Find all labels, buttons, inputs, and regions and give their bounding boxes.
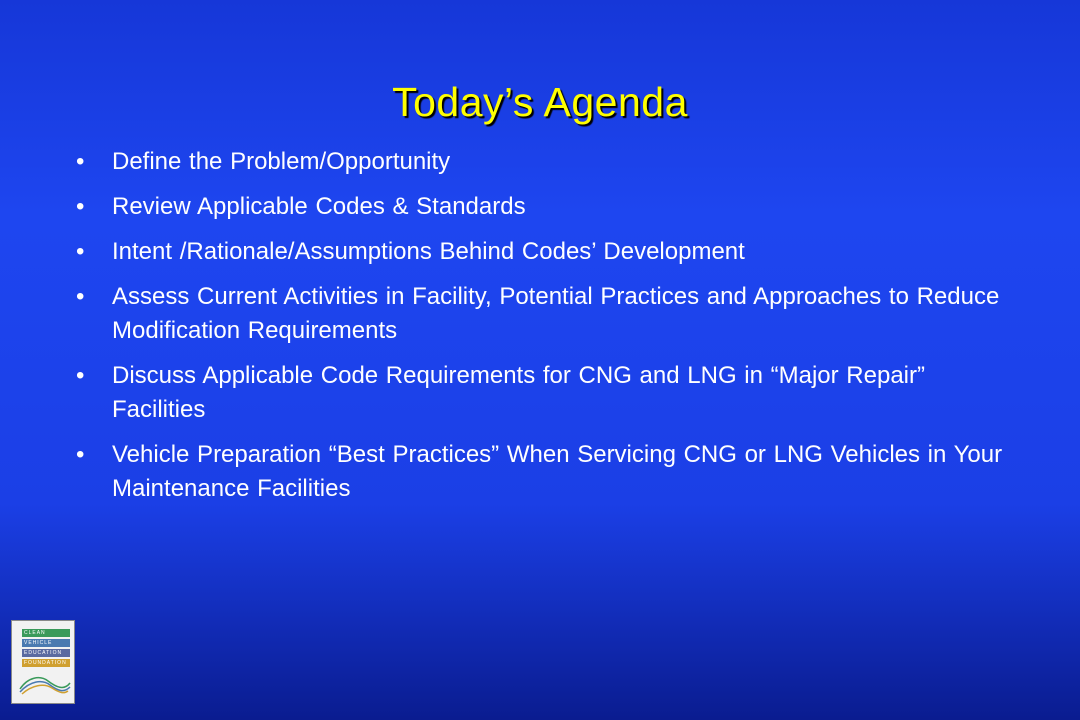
bullet-icon: • bbox=[76, 362, 85, 389]
bullet-icon: • bbox=[76, 283, 85, 310]
logo-band: FOUNDATION bbox=[22, 659, 70, 667]
bullet-icon: • bbox=[76, 441, 85, 468]
logo-swoosh-icon bbox=[18, 673, 72, 695]
agenda-item bbox=[76, 438, 1016, 506]
bullet-icon: • bbox=[76, 193, 85, 220]
bullet-icon: • bbox=[76, 238, 85, 265]
agenda-item-text: Intent /Rationale/Assumptions Behind Codes’ Development bbox=[112, 238, 745, 265]
logo-band: VEHICLE bbox=[22, 639, 70, 647]
agenda-item bbox=[76, 235, 1016, 269]
agenda-list bbox=[76, 145, 1016, 517]
logo-band: CLEAN bbox=[22, 629, 70, 637]
bullet-icon: • bbox=[76, 148, 85, 175]
clean-vehicle-education-foundation-logo-icon bbox=[11, 620, 75, 704]
logo-band: EDUCATION bbox=[22, 649, 70, 657]
agenda-item-text: Review Applicable Codes & Standards bbox=[112, 193, 526, 220]
agenda-item-text: Define the Problem/Opportunity bbox=[112, 148, 451, 175]
agenda-item bbox=[76, 145, 1016, 179]
slide-title: Today’s Agenda bbox=[392, 79, 688, 126]
agenda-item-text: Vehicle Preparation “Best Practices” When Servicing CNG or LNG Vehicles in Your Maintenance Facilities bbox=[112, 441, 1003, 502]
agenda-item bbox=[76, 190, 1016, 224]
agenda-item bbox=[76, 280, 1016, 348]
agenda-item-text: Assess Current Activities in Facility, Potential Practices and Approaches to Reduce Modification Requirements bbox=[112, 283, 1000, 344]
agenda-item bbox=[76, 359, 1016, 427]
agenda-item-text: Discuss Applicable Code Requirements for CNG and LNG in “Major Repair” Facilities bbox=[112, 362, 925, 423]
